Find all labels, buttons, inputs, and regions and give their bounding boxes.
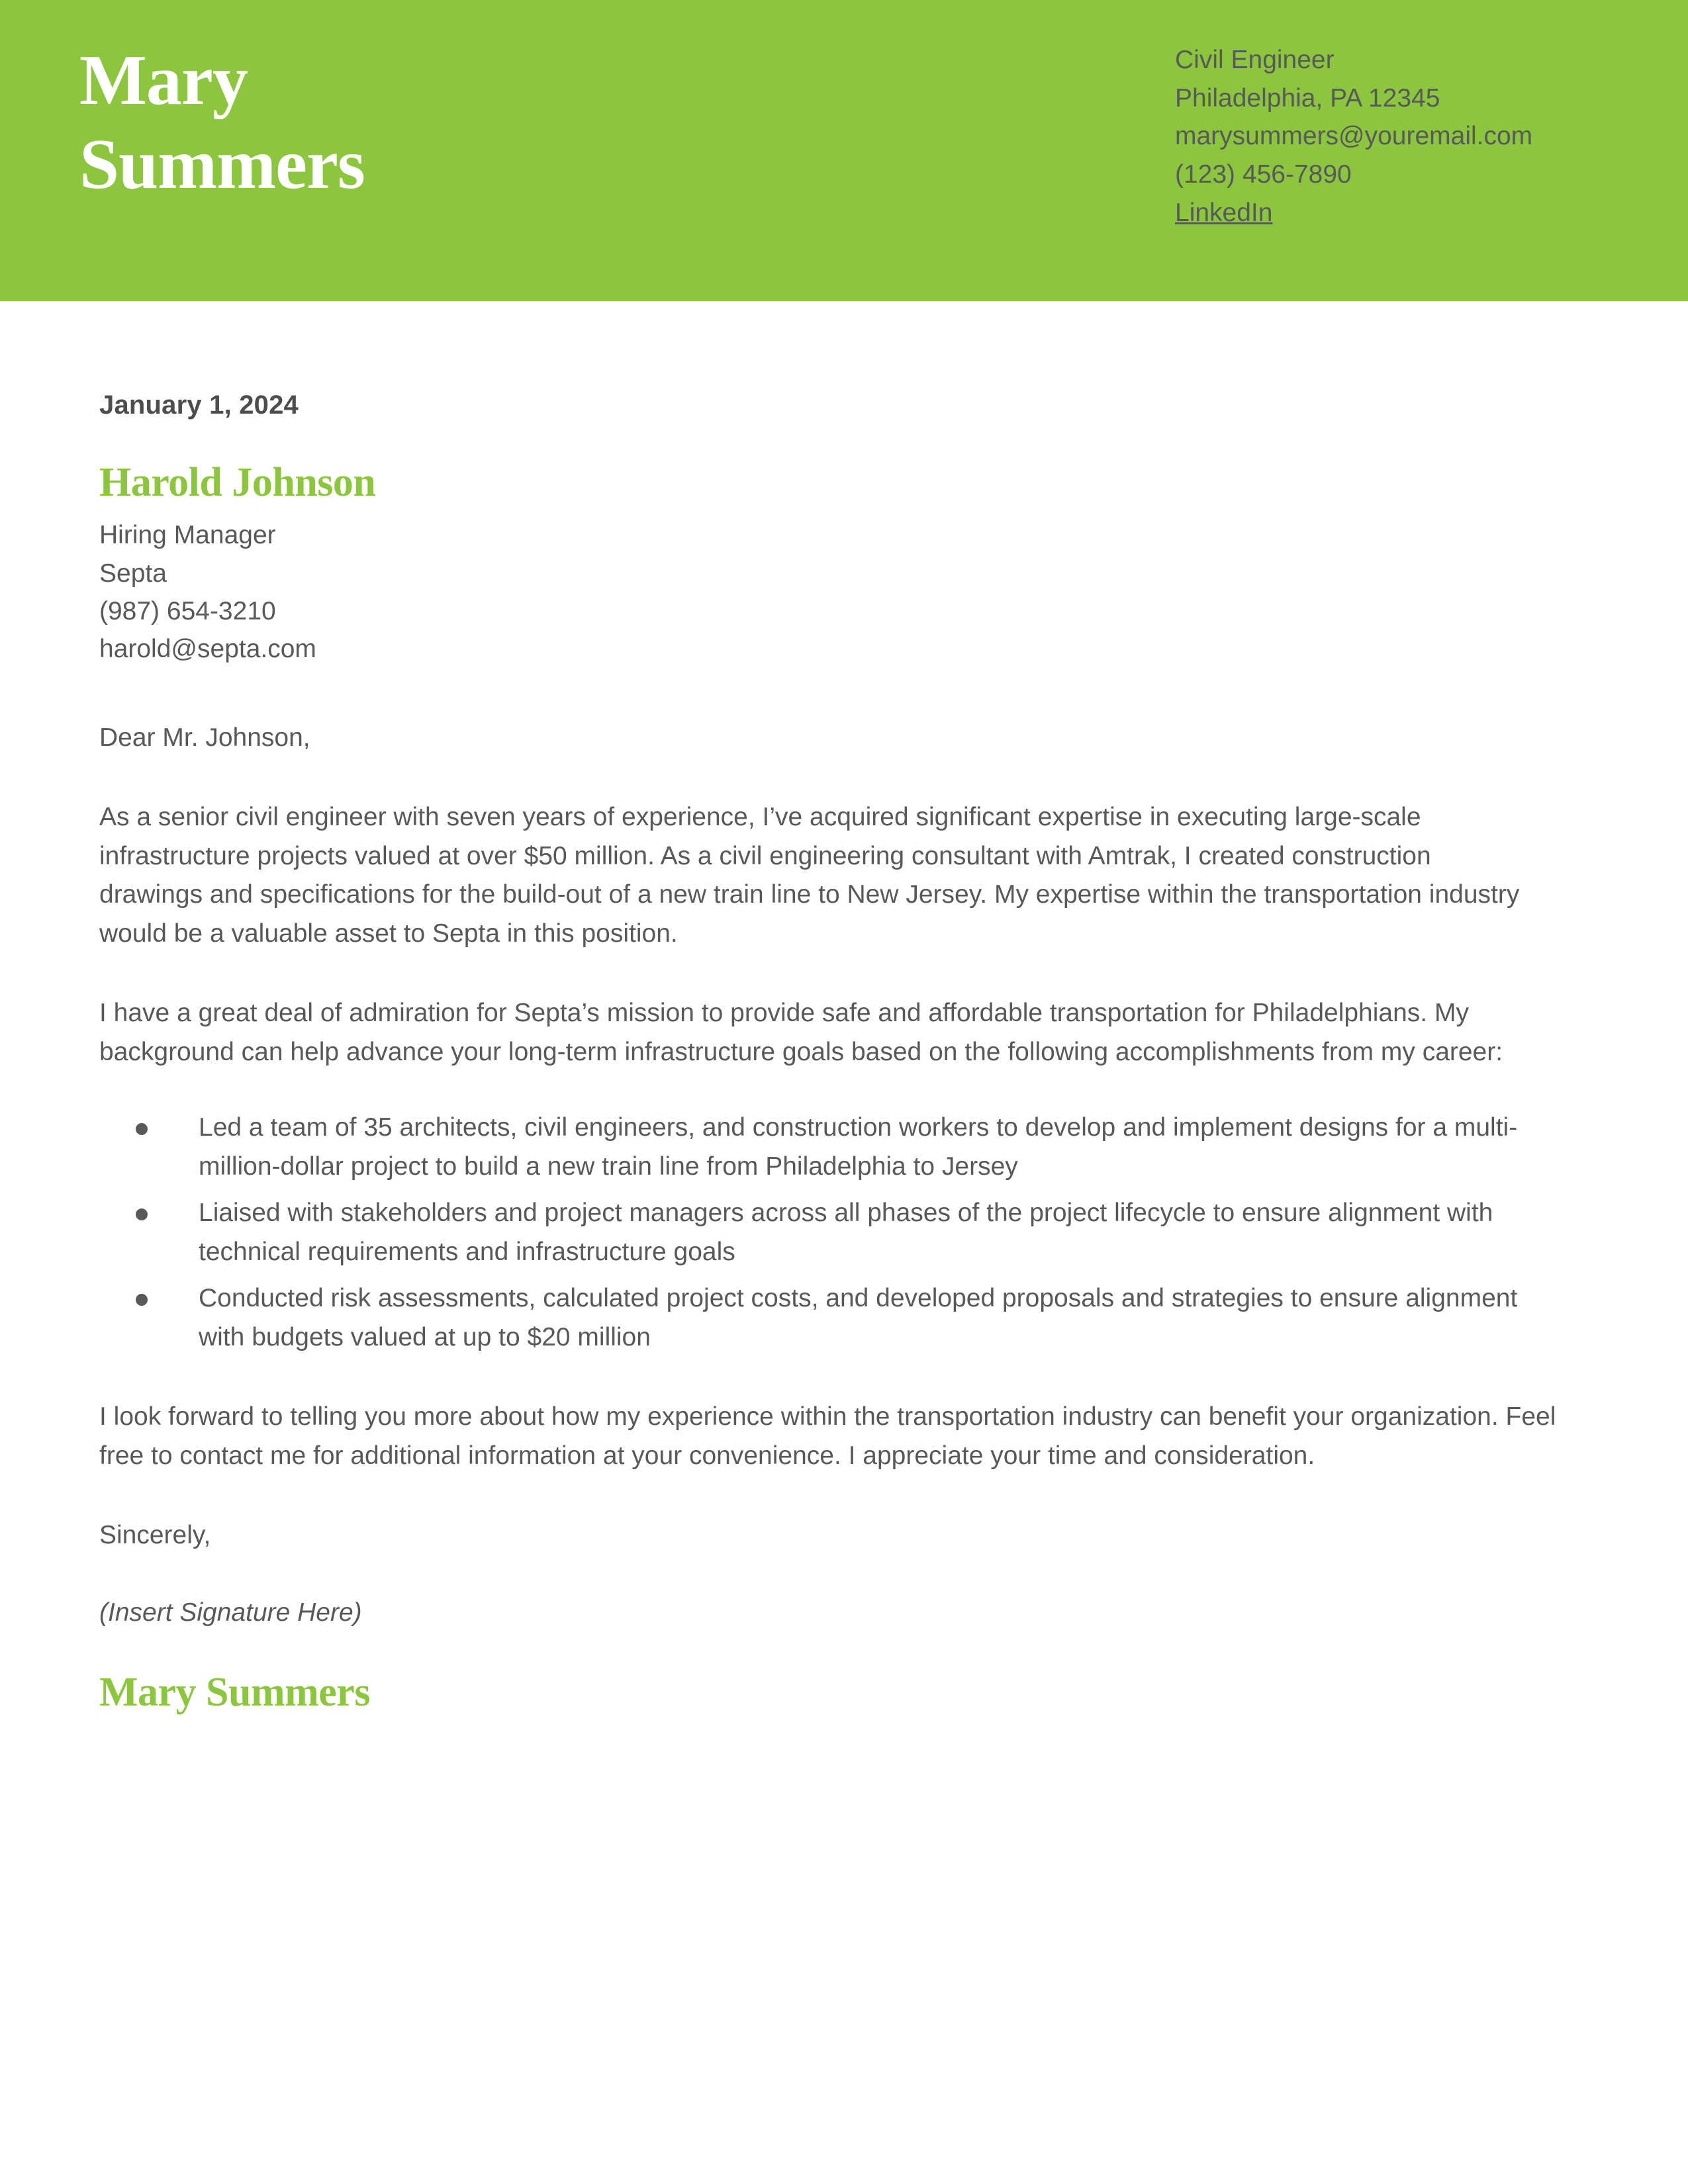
letter-sign-off: Sincerely, xyxy=(99,1521,211,1550)
applicant-first-name: Mary xyxy=(79,41,248,120)
recipient-block xyxy=(99,460,1589,668)
applicant-phone[interactable]: (123) 456-7890 xyxy=(1175,160,1352,189)
letter-closing-paragraph: I look forward to telling you more about how my experience within the transportation industry can benefit your organization. Feel free to contact me for additional information at your convenience. I appreciate your time and consideration. xyxy=(99,1402,1556,1470)
letter-salutation: Dear Mr. Johnson, xyxy=(99,723,310,752)
bullet-dot-icon xyxy=(136,1294,148,1306)
letter-date: January 1, 2024 xyxy=(99,390,299,420)
recipient-title: Hiring Manager xyxy=(99,521,276,550)
signature-placeholder: (Insert Signature Here) xyxy=(99,1598,362,1627)
letter-paragraph-1: As a senior civil engineer with seven years of experience, I’ve acquired significant expertise in executing large-scale infrastructure projects valued at over $50 million. As a civil engineering consultant with Amtrak, I created construction drawings and specifications for the build-out of a new train line to New Jersey. My expertise within the transportation industry would be a valuable asset to Septa in this position. xyxy=(99,803,1520,948)
letter-body xyxy=(0,390,1688,1717)
list-item-text: Conducted risk assessments, calculated project costs, and developed proposals and strategies to ensure alignment with budgets valued at up to $20 million xyxy=(199,1284,1518,1351)
bullet-dot-icon xyxy=(136,1123,148,1135)
applicant-contact-block xyxy=(1175,41,1652,232)
list-item xyxy=(99,1109,1529,1186)
applicant-email[interactable]: marysummers@youremail.com xyxy=(1175,122,1533,151)
recipient-phone: (987) 654-3210 xyxy=(99,597,276,626)
applicant-linkedin-link-wrapper xyxy=(1175,194,1652,232)
letter-paragraph-2: I have a great deal of admiration for Septa’s mission to provide safe and affordable transportation for Philadelphians. My background can help advance your long-term infrastructure goals based on the following accomplishments from my career: xyxy=(99,999,1503,1066)
signature-name: Mary Summers xyxy=(99,1670,370,1715)
list-item xyxy=(99,1279,1529,1357)
list-item-text: Liaised with stakeholders and project managers across all phases of the project lifecycle to ensure alignment with technical requirements and infrastructure goals xyxy=(199,1199,1493,1266)
accomplishments-list xyxy=(99,1109,1529,1357)
recipient-company: Septa xyxy=(99,559,167,588)
applicant-name-heading xyxy=(79,38,741,207)
applicant-job-title: Civil Engineer xyxy=(1175,46,1335,74)
header-banner xyxy=(0,0,1688,301)
list-item xyxy=(99,1194,1529,1271)
recipient-name: Harold Johnson xyxy=(99,460,376,505)
linkedin-link[interactable]: LinkedIn xyxy=(1175,198,1273,227)
applicant-last-name: Summers xyxy=(79,125,365,205)
applicant-location: Philadelphia, PA 12345 xyxy=(1175,83,1440,113)
recipient-email: harold@septa.com xyxy=(99,635,316,664)
list-item-text: Led a team of 35 architects, civil engineers, and construction workers to develop and implement designs for a multi-million-dollar project to build a new train line from Philadelphia to Jersey xyxy=(199,1113,1518,1181)
bullet-dot-icon xyxy=(136,1208,148,1220)
